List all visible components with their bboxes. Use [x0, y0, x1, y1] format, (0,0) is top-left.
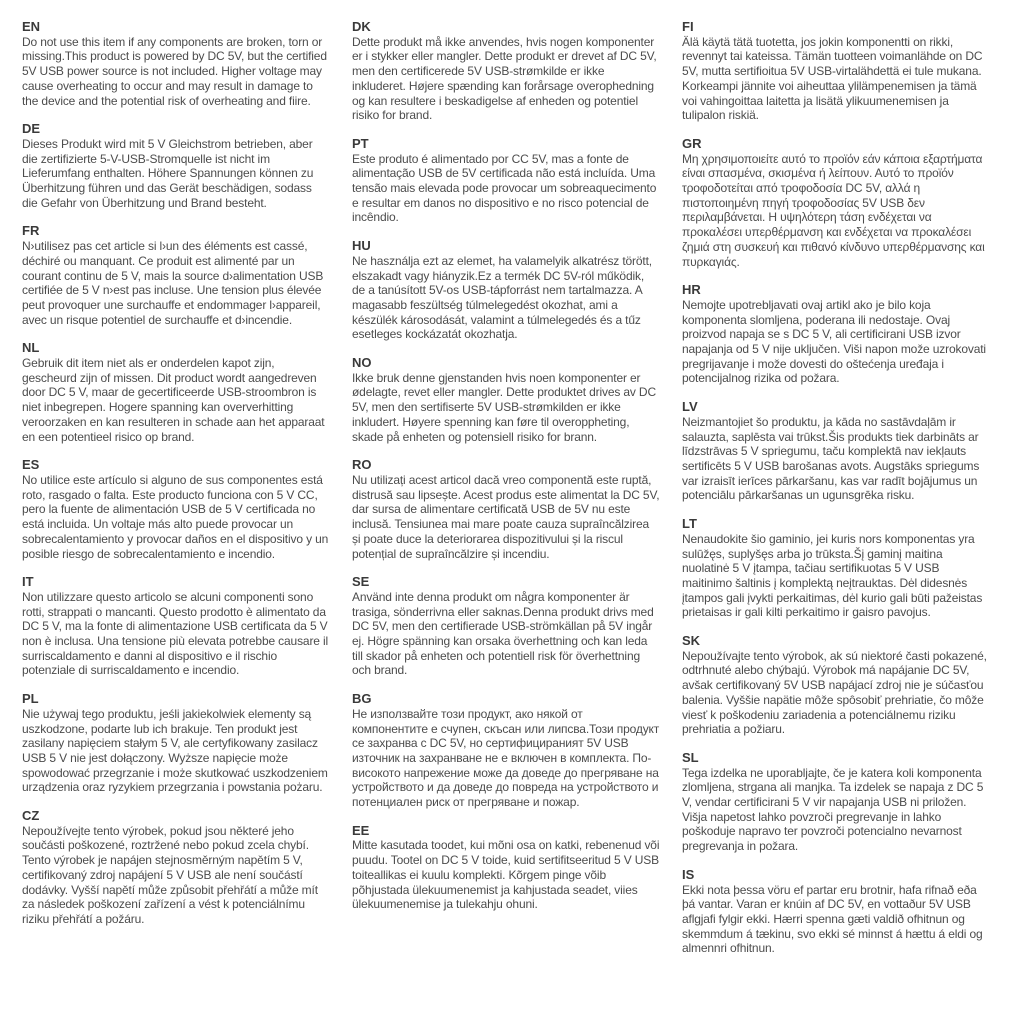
language-code-label: SK [682, 633, 701, 649]
warning-text: Nemojte upotrebljavati ovaj artikl ako je bilo koja komponenta slomljena, poderana ili nedostaje. Ovaj proizvod napaja se s DC 5 V, ali certificirani USB izvor napajanja od 5 V nije uključen. Viši napon može uzrokovati pregrijavanje i može dovesti do oštećenja uređaja i potencijalnog rizika od požara. [682, 297, 986, 386]
warning-text: Älä käytä tätä tuotetta, jos jokin komponentti on rikki, revennyt tai kateissa. Tämän tuotteen voimanlähde on DC 5V, mutta sertifioitua 5V USB-virtalähdettä ei tule mukana. Korkeampi jännite voi aiheuttaa ylilämpenemisen ja tämä voi vahingoittaa laitetta ja lisätä ylikuumenemisen ja tulipalon riskiä. [682, 34, 983, 123]
language-section-no [352, 356, 660, 444]
warning-text: Nenaudokite šio gaminio, jei kuris nors komponentas yra sulūžęs, suplyšęs arba jo trūksta.Šį gaminį maitina nuolatinė 5 V įtampa, tačiau sertifikuotas 5 V USB maitinimo šaltinis į komplektą neįtrauktas. Dėl didesnės įtampos gali įvykti perkaitimas, dėl kurio gali būti pažeistas prietaisas ir gali kilti perkaitimo ir gaisro pavojus. [682, 531, 983, 620]
language-section-fr [22, 224, 330, 327]
language-section-bg [352, 692, 660, 810]
language-section-cz [22, 809, 330, 927]
language-section-pt [352, 137, 660, 225]
language-code-label: ES [22, 457, 40, 473]
language-code-label: DK [352, 19, 371, 34]
warning-text: Nepoužívajte tento výrobok, ak sú niektoré časti pokazené, odtrhnuté alebo chýbajú. Výrobok má napájanie DC 5V, avšak certifikovaný 5V USB napájací zdroj nie je súčasťou balenia. Vyššie napätie môže spôsobiť prehriatie, čo môže viesť k poškodeniu zariadenia a potenciálnemu riziku prehriatia a požiaru. [682, 648, 987, 737]
language-code-label: NO [352, 355, 372, 371]
warning-text: Este produto é alimentado por CC 5V, mas a fonte de alimentação USB de 5V certificada não está incluída. Uma tensão mais elevada pode provocar um sobreaquecimento e resultar em danos no dispositivo e no risco potencial de incêndio. [352, 151, 657, 225]
language-section-ro [352, 458, 660, 561]
column-middle [352, 20, 660, 1024]
warning-text: Не използвайте този продукт, ако някой от компонентите е счупен, скъсан или липсва.Този продукт се захранва с DC 5V, но сертифицираният 5V USB източник на захранване не е включен в комплекта. По-високото напрежение може да доведе до прегряване на устройството и да доведе до повреда на устройството и потенциален риск от прегряване и пожар. [352, 706, 660, 810]
language-code-label: LV [682, 399, 698, 415]
language-code-label: EE [352, 822, 370, 838]
language-code-label: GR [682, 135, 702, 151]
warning-text: Neizmantojiet šo produktu, ja kāda no sastāvdaļām ir salauzta, saplēsta vai trūkst.Šis produkts tiek darbināts ar līdzstrāvas 5 V spriegumu, taču komplektā nav iekļauts sertificēts 5 V USB barošanas avots. Augstāks spriegums var izraisīt ierīces pārkaršanu, kas var radīt bojājumus un potenciālu pārkaršanas un ugunsgrēka risku. [682, 414, 980, 503]
language-section-es [22, 458, 330, 561]
language-section-en [22, 20, 330, 108]
language-section-sk [682, 634, 990, 737]
language-code-label: SL [682, 749, 699, 765]
warning-text: Dieses Produkt wird mit 5 V Gleichstrom betrieben, aber die zertifizierte 5-V-USB-Stromquelle ist nicht im Lieferumfang enthalten. Höhere Spannungen können zu Überhitzung führen und das Gerät beschädigen, sodass die Gefahr von Überhitzung und Brand besteht. [22, 136, 314, 210]
warning-text: Nepoužívejte tento výrobek, pokud jsou některé jeho součásti poškozené, roztržené nebo pokud zcela chybí. Tento výrobek je napájen stejnosměrným napětím 5 V, certifikovaný zdroj napájení 5 V USB ale není součástí dodávky. Vyšší napětí může způsobit přehřátí a může mít za následek poškození zařízení a vést k potenciálnímu riziku přehřátí a požáru. [22, 823, 318, 926]
language-code-label: HU [352, 238, 371, 254]
language-section-it [22, 575, 330, 678]
warning-text: Dette produkt må ikke anvendes, hvis nogen komponenter er i stykker eller mangler. Dette produkt er drevet af DC 5V, men den certificerede 5V USB-strømkilde er ikke inkluderet. Højere spænding kan forårsage overophedning og kan resultere i beskadigelse af enheden og potentiel risiko for brand. [352, 34, 657, 123]
warning-text: No utilice este artículo si alguno de sus componentes está roto, rasgado o falta. Este producto funciona con 5 V CC, pero la fuente de alimentación USB de 5 V certificada no está incluida. Un voltaje más alto puede provocar un sobrecalentamiento y provocar daños en el dispositivo y un posible riesgo de sobrecalentamiento e incendio. [22, 472, 329, 561]
language-section-se [352, 575, 660, 678]
language-section-sl [682, 751, 990, 854]
warning-text: Do not use this item if any components are broken, torn or missing.This product is powered by DC 5V, but the certified 5V USB power source is not included. Higher voltage may cause overheating to occur and may result in damage to the device and the potential risk of overheating and fiire. [22, 34, 327, 108]
warning-text: Nie używaj tego produktu, jeśli jakiekolwiek elementy są uszkodzone, podarte lub ich brakuje. Ten produkt jest zasilany napięciem stałym 5 V, ale certyfikowany zasilacz USB 5 V nie jest dołączony. Wyższe napięcie może spowodować przegrzanie i może skutkować uszkodzeniem urządzenia oraz ryzykiem przegrzania i powstania pożaru. [22, 706, 328, 795]
language-code-label: NL [22, 340, 40, 356]
language-code-label: IT [22, 574, 34, 590]
language-section-ee [352, 824, 660, 912]
warning-text: Använd inte denna produkt om några komponenter är trasiga, sönderrivna eller saknas.Denna produkt drivs med DC 5V, men den certifierade USB-strömkällan på 5V ingår ej. Högre spänning kan orsaka överhettning och kan leda till skador på enheten och potentiell risk för överhettning och brand. [352, 589, 654, 678]
warning-text: Ne használja ezt az elemet, ha valamelyik alkatrész törött, elszakadt vagy hiányzik.Ez a termék DC 5V-ról működik, de a tanúsított 5V-os USB-tápforrást nem tartalmazza. A magasabb feszültség túlmelegedést okozhat, ami a készülék károsodását, valamint a túlmelegedés és a tűz esetleges kockázatát okozhatja. [352, 253, 652, 342]
language-code-label: HR [682, 282, 701, 298]
language-code-label: FI [682, 19, 694, 34]
language-code-label: BG [352, 691, 372, 707]
column-right [682, 20, 990, 1024]
language-section-nl [22, 341, 330, 444]
language-section-pl [22, 692, 330, 795]
language-section-lt [682, 517, 990, 620]
column-left [22, 20, 330, 1024]
language-section-gr [682, 137, 990, 269]
language-code-label: SE [352, 574, 370, 590]
warning-text: N›utilisez pas cet article si l›un des éléments est cassé, déchiré ou manquant. Ce produit est alimenté par un courant continu de 5 V, mais la source d›alimentation USB certifiée de 5 V n›est pas incluse. Une tension plus élevée peut provoquer une surchauffe et endommager l›appareil, avec un risque potentiel de surchauffe et d›incendie. [22, 239, 324, 327]
language-section-dk [352, 20, 660, 123]
language-code-label: RO [352, 457, 372, 473]
language-code-label: DE [22, 121, 41, 137]
language-section-is [682, 868, 990, 956]
language-section-de [22, 122, 330, 210]
language-code-label: PT [352, 135, 369, 151]
warning-text: Non utilizzare questo articolo se alcuni componenti sono rotti, strappati o mancanti. Questo prodotto è alimentato da DC 5 V, ma la fonte di alimentazione USB certificata da 5 V non è inclusa. Una tensione più elevata potrebbe causare il surriscaldamento e danni al dispositivo e il rischio potenziale di surriscaldamento e incendio. [22, 589, 329, 678]
language-code-label: IS [682, 866, 695, 882]
warning-text: Ekki nota þessa vöru ef partar eru brotnir, hafa rifnað eða þá vantar. Varan er knúin af DC 5V, en vottaður 5V USB aflgjafi fylgir ekki. Hærri spenna gæti valdið ofhitnun og skemmdum á tækinu, svo ekki sé minnst á hættu á eldi og almennri ofhitnun. [682, 882, 983, 956]
language-code-label: EN [22, 19, 41, 34]
warning-text: Mitte kasutada toodet, kui mõni osa on katki, rebenenud või puudu. Tootel on DC 5 V toide, kuid sertifitseeritud 5 V USB toiteallikas ei kuulu komplekti. Kõrgem pinge võib põhjustada ülekuumenemist ja kahjustada seadet, viies ülekuumenemise ja tulekahju ohuni. [352, 838, 660, 912]
language-section-lv [682, 400, 990, 503]
language-section-fi [682, 20, 990, 123]
language-code-label: CZ [22, 808, 40, 824]
language-section-hr [682, 283, 990, 386]
warning-text: Tega izdelka ne uporabljajte, če je katera koli komponenta zlomljena, strgana ali manjka. Ta izdelek se napaja z DC 5 V, vendar certificirani 5 V vir napajanja USB ni priložen. Višja napetost lahko povzroči pregrevanje in lahko poškoduje napravo ter povzroči potencialno nevarnost pregrevanja in požara. [682, 765, 984, 854]
warning-text: Gebruik dit item niet als er onderdelen kapot zijn, gescheurd zijn of missen. Dit product wordt aangedreven door DC 5 V, maar de gecertificeerde USB-stroombron is niet inbegrepen. Hogere spanning kan oververhitting veroorzaken en kan resulteren in schade aan het apparaat en een potentieel risico op brand. [22, 356, 325, 444]
warning-text: Ikke bruk denne gjenstanden hvis noen komponenter er ødelagte, revet eller mangler. Dette produktet drives av DC 5V, men den sertifiserte 5V USB-strømkilden er ikke inkludert. Høyere spenning kan føre til overoppheting, skade på enheten og potensiell risiko for brann. [352, 370, 656, 444]
language-section-hu [352, 239, 660, 342]
language-code-label: LT [682, 516, 697, 532]
warning-text: Nu utilizați acest articol dacă vreo componentă este ruptă, distrusă sau lipsește. Acest produs este alimentat la DC 5V, dar sursa de alimentare certificată USB de 5V nu este inclusă. Tensiunea mai mare poate cauza supraîncălzirea și poate duce la deteriorarea dispozitivului și la riscul potențial de supraîncălzire și incendiu. [352, 472, 660, 561]
language-code-label: FR [22, 223, 40, 239]
language-code-label: PL [22, 691, 39, 707]
warning-text: Μη χρησιμοποιείτε αυτό το προϊόν εάν κάποια εξαρτήματα είναι σπασμένα, σκισμένα ή λείπουν. Αυτό το προϊόν τροφοδοτείται από τροφοδοσία DC 5V, αλλά η πιστοποιημένη πηγή τροφοδοσίας 5V USB δεν περιλαμβάνεται. Η υψηλότερη τάση ενδέχεται να προκαλέσει υπερθέρμανση και ενδέχεται να προκαλέσει ζημιά στη συσκευή και πιθανό κίνδυνο υπερθέρμανσης και πυρκαγιάς. [682, 151, 985, 269]
